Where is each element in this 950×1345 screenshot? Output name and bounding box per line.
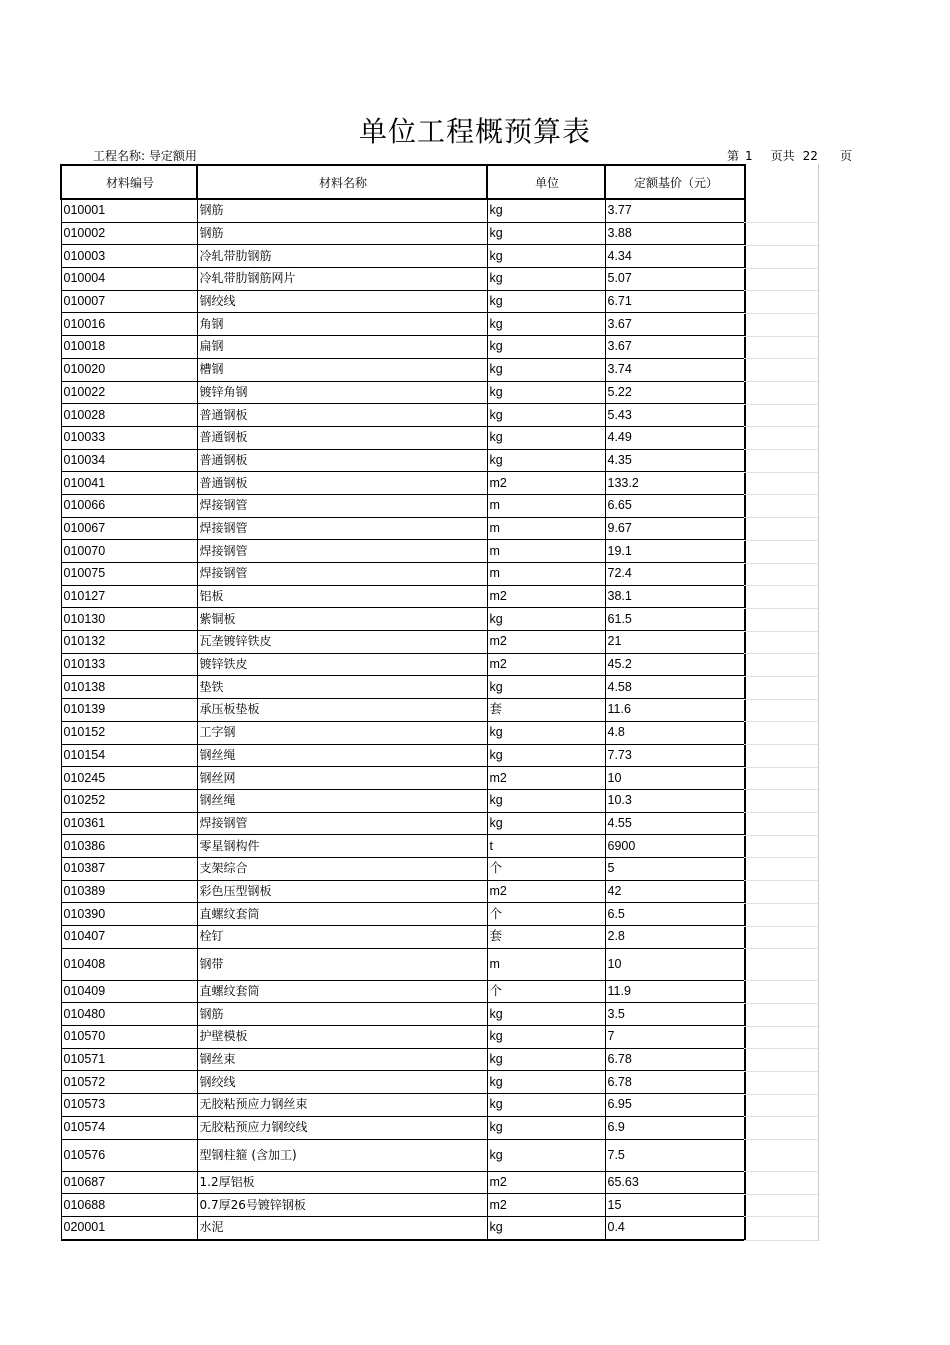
cell-unit: m2 bbox=[487, 1171, 605, 1194]
cell-name: 无胶粘预应力钢丝束 bbox=[197, 1094, 487, 1117]
table-row bbox=[61, 585, 745, 608]
cell-code: 010034 bbox=[61, 449, 197, 472]
cell-code: 010075 bbox=[61, 563, 197, 586]
column-header-name: 材料名称 bbox=[197, 165, 487, 199]
cell-unit: kg bbox=[487, 381, 605, 404]
cell-name: 焊接钢管 bbox=[197, 540, 487, 563]
table-row bbox=[61, 290, 745, 313]
cell-unit: m2 bbox=[487, 631, 605, 654]
cell-code: 010386 bbox=[61, 835, 197, 858]
cell-unit: kg bbox=[487, 1116, 605, 1139]
cell-name: 普通钢板 bbox=[197, 404, 487, 427]
adjacent-gridline bbox=[744, 857, 818, 858]
cell-name: 1.2厚铝板 bbox=[197, 1171, 487, 1194]
table-row bbox=[61, 676, 745, 699]
cell-code: 010003 bbox=[61, 245, 197, 268]
cell-price: 7.5 bbox=[605, 1139, 745, 1171]
column-header-code: 材料编号 bbox=[61, 165, 197, 199]
cell-name: 直螺纹套筒 bbox=[197, 903, 487, 926]
cell-name: 水泥 bbox=[197, 1216, 487, 1239]
adjacent-gridline bbox=[744, 1026, 818, 1027]
adjacent-gridline bbox=[744, 926, 818, 927]
cell-price: 11.6 bbox=[605, 699, 745, 722]
cell-unit: m bbox=[487, 494, 605, 517]
cell-code: 010688 bbox=[61, 1194, 197, 1217]
cell-unit: kg bbox=[487, 1048, 605, 1071]
adjacent-gridline bbox=[744, 744, 818, 745]
table-row bbox=[61, 358, 745, 381]
cell-name: 钢丝网 bbox=[197, 767, 487, 790]
cell-unit: 个 bbox=[487, 980, 605, 1003]
cell-price: 10.3 bbox=[605, 789, 745, 812]
adjacent-gridline bbox=[744, 268, 818, 269]
cell-price: 6.78 bbox=[605, 1048, 745, 1071]
cell-name: 钢筋 bbox=[197, 1003, 487, 1026]
adjacent-gridline bbox=[744, 676, 818, 677]
adjacent-gridline bbox=[744, 290, 818, 291]
cell-name: 焊接钢管 bbox=[197, 517, 487, 540]
table-row bbox=[61, 608, 745, 631]
table-body bbox=[61, 199, 745, 1240]
cell-price: 15 bbox=[605, 1194, 745, 1217]
cell-name: 角钢 bbox=[197, 313, 487, 336]
table-row bbox=[61, 1171, 745, 1194]
cell-code: 010018 bbox=[61, 336, 197, 359]
table-row bbox=[61, 1194, 745, 1217]
column-header-unit: 单位 bbox=[487, 165, 605, 199]
cell-code: 010574 bbox=[61, 1116, 197, 1139]
adjacent-gridline bbox=[744, 1094, 818, 1095]
adjacent-gridline bbox=[744, 404, 818, 405]
adjacent-gridline bbox=[744, 631, 818, 632]
cell-unit: kg bbox=[487, 358, 605, 381]
adjacent-gridline bbox=[744, 812, 818, 813]
adjacent-gridline bbox=[744, 699, 818, 700]
cell-code: 010070 bbox=[61, 540, 197, 563]
cell-name: 紫铜板 bbox=[197, 608, 487, 631]
cell-price: 6.5 bbox=[605, 903, 745, 926]
table-row bbox=[61, 767, 745, 790]
cell-unit: kg bbox=[487, 426, 605, 449]
cell-name: 型钢柱箍 (含加工) bbox=[197, 1139, 487, 1171]
cell-price: 5.22 bbox=[605, 381, 745, 404]
cell-code: 010007 bbox=[61, 290, 197, 313]
cell-price: 7.73 bbox=[605, 744, 745, 767]
cell-code: 010033 bbox=[61, 426, 197, 449]
cell-unit: kg bbox=[487, 290, 605, 313]
cell-name: 0.7厚26号镀锌钢板 bbox=[197, 1194, 487, 1217]
adjacent-gridline bbox=[744, 358, 818, 359]
adjacent-gridline bbox=[744, 426, 818, 427]
table-row bbox=[61, 1026, 745, 1049]
adjacent-gridline bbox=[744, 313, 818, 314]
cell-code: 010154 bbox=[61, 744, 197, 767]
cell-name: 直螺纹套筒 bbox=[197, 980, 487, 1003]
cell-code: 010001 bbox=[61, 199, 197, 222]
cell-price: 42 bbox=[605, 880, 745, 903]
cell-name: 钢绞线 bbox=[197, 290, 487, 313]
adjacent-gridline bbox=[744, 835, 818, 836]
cell-unit: kg bbox=[487, 199, 605, 222]
cell-price: 4.35 bbox=[605, 449, 745, 472]
cell-price: 133.2 bbox=[605, 472, 745, 495]
cell-name: 钢筋 bbox=[197, 222, 487, 245]
cell-price: 4.8 bbox=[605, 721, 745, 744]
table-row bbox=[61, 381, 745, 404]
cell-price: 10 bbox=[605, 767, 745, 790]
cell-unit: m2 bbox=[487, 585, 605, 608]
table-row bbox=[61, 812, 745, 835]
table-row bbox=[61, 313, 745, 336]
page-suffix: 页 bbox=[839, 149, 852, 163]
cell-name: 支架综合 bbox=[197, 857, 487, 880]
cell-code: 010132 bbox=[61, 631, 197, 654]
table-row bbox=[61, 199, 745, 222]
cell-unit: kg bbox=[487, 336, 605, 359]
adjacent-gridline bbox=[744, 789, 818, 790]
cell-code: 010387 bbox=[61, 857, 197, 880]
adjacent-gridline bbox=[744, 381, 818, 382]
cell-code: 010408 bbox=[61, 948, 197, 980]
table-row bbox=[61, 472, 745, 495]
page-title: 单位工程概预算表 bbox=[358, 115, 591, 148]
table-row bbox=[61, 880, 745, 903]
page-indicator bbox=[727, 147, 852, 164]
adjacent-gridline bbox=[744, 585, 818, 586]
adjacent-gridline bbox=[744, 336, 818, 337]
cell-price: 4.34 bbox=[605, 245, 745, 268]
cell-unit: kg bbox=[487, 812, 605, 835]
cell-unit: kg bbox=[487, 676, 605, 699]
cell-price: 3.88 bbox=[605, 222, 745, 245]
adjacent-column-border bbox=[744, 164, 819, 1241]
cell-price: 0.4 bbox=[605, 1216, 745, 1239]
table-row bbox=[61, 857, 745, 880]
cell-price: 6.71 bbox=[605, 290, 745, 313]
cell-name: 钢丝绳 bbox=[197, 744, 487, 767]
cell-code: 010041 bbox=[61, 472, 197, 495]
cell-name: 焊接钢管 bbox=[197, 563, 487, 586]
cell-name: 镀锌铁皮 bbox=[197, 653, 487, 676]
cell-name: 镀锌角钢 bbox=[197, 381, 487, 404]
cell-code: 010572 bbox=[61, 1071, 197, 1094]
cell-unit: m2 bbox=[487, 767, 605, 790]
table-row bbox=[61, 268, 745, 291]
adjacent-gridline bbox=[744, 903, 818, 904]
cell-code: 010067 bbox=[61, 517, 197, 540]
cell-unit: 套 bbox=[487, 699, 605, 722]
cell-price: 6.78 bbox=[605, 1071, 745, 1094]
cell-code: 010066 bbox=[61, 494, 197, 517]
cell-price: 61.5 bbox=[605, 608, 745, 631]
adjacent-gridline bbox=[744, 494, 818, 495]
cell-unit: m2 bbox=[487, 653, 605, 676]
cell-code: 010139 bbox=[61, 699, 197, 722]
cell-price: 4.58 bbox=[605, 676, 745, 699]
table-row bbox=[61, 903, 745, 926]
adjacent-gridline bbox=[744, 1171, 818, 1172]
adjacent-gridline bbox=[744, 880, 818, 881]
adjacent-gridline bbox=[744, 1139, 818, 1140]
table-row bbox=[61, 835, 745, 858]
adjacent-gridline bbox=[744, 767, 818, 768]
cell-code: 010389 bbox=[61, 880, 197, 903]
cell-unit: kg bbox=[487, 1216, 605, 1239]
cell-unit: kg bbox=[487, 789, 605, 812]
table-row bbox=[61, 1139, 745, 1171]
cell-price: 6.65 bbox=[605, 494, 745, 517]
adjacent-gridline bbox=[744, 980, 818, 981]
cell-code: 010127 bbox=[61, 585, 197, 608]
cell-price: 19.1 bbox=[605, 540, 745, 563]
table-row bbox=[61, 563, 745, 586]
table-row bbox=[61, 1003, 745, 1026]
cell-code: 010002 bbox=[61, 222, 197, 245]
cell-code: 010245 bbox=[61, 767, 197, 790]
cell-unit: kg bbox=[487, 313, 605, 336]
cell-price: 3.5 bbox=[605, 1003, 745, 1026]
cell-name: 钢丝绳 bbox=[197, 789, 487, 812]
adjacent-gridline bbox=[744, 245, 818, 246]
cell-name: 钢绞线 bbox=[197, 1071, 487, 1094]
cell-unit: kg bbox=[487, 1071, 605, 1094]
cell-unit: kg bbox=[487, 1003, 605, 1026]
cell-code: 010130 bbox=[61, 608, 197, 631]
cell-code: 010571 bbox=[61, 1048, 197, 1071]
adjacent-gridline bbox=[744, 563, 818, 564]
cell-name: 普通钢板 bbox=[197, 426, 487, 449]
cell-unit: m2 bbox=[487, 880, 605, 903]
adjacent-gridline bbox=[744, 517, 818, 518]
table-row bbox=[61, 1216, 745, 1239]
cell-name: 垫铁 bbox=[197, 676, 487, 699]
project-name: 工程名称: 导定额用 bbox=[93, 149, 197, 163]
cell-name: 彩色压型钢板 bbox=[197, 880, 487, 903]
table-row bbox=[61, 1094, 745, 1117]
cell-name: 钢丝束 bbox=[197, 1048, 487, 1071]
table-row bbox=[61, 653, 745, 676]
cell-name: 普通钢板 bbox=[197, 449, 487, 472]
cell-name: 瓦垄镀锌铁皮 bbox=[197, 631, 487, 654]
table-row bbox=[61, 494, 745, 517]
page-mid-text: 页共 bbox=[770, 149, 795, 163]
table-row bbox=[61, 744, 745, 767]
cell-code: 010152 bbox=[61, 721, 197, 744]
cell-unit: kg bbox=[487, 268, 605, 291]
table-row bbox=[61, 426, 745, 449]
cell-name: 普通钢板 bbox=[197, 472, 487, 495]
cell-price: 3.77 bbox=[605, 199, 745, 222]
cell-code: 010407 bbox=[61, 926, 197, 949]
cell-price: 7 bbox=[605, 1026, 745, 1049]
cell-price: 3.67 bbox=[605, 313, 745, 336]
cell-price: 11.9 bbox=[605, 980, 745, 1003]
table-row bbox=[61, 926, 745, 949]
page-current: 1 bbox=[745, 149, 753, 163]
cell-name: 工字钢 bbox=[197, 721, 487, 744]
cell-price: 3.74 bbox=[605, 358, 745, 381]
table-row bbox=[61, 404, 745, 427]
cell-price: 6900 bbox=[605, 835, 745, 858]
adjacent-gridline bbox=[744, 1240, 818, 1241]
cell-code: 010409 bbox=[61, 980, 197, 1003]
cell-name: 扁钢 bbox=[197, 336, 487, 359]
cell-price: 9.67 bbox=[605, 517, 745, 540]
cell-unit: m2 bbox=[487, 1194, 605, 1217]
cell-price: 65.63 bbox=[605, 1171, 745, 1194]
column-header-price: 定额基价（元） bbox=[605, 165, 745, 199]
cell-price: 21 bbox=[605, 631, 745, 654]
adjacent-gridline bbox=[744, 472, 818, 473]
adjacent-gridline bbox=[744, 1194, 818, 1195]
adjacent-gridline bbox=[744, 1116, 818, 1117]
cell-unit: m bbox=[487, 517, 605, 540]
page-prefix: 第 bbox=[727, 149, 740, 163]
adjacent-gridline bbox=[744, 540, 818, 541]
cell-price: 10 bbox=[605, 948, 745, 980]
cell-price: 5 bbox=[605, 857, 745, 880]
cell-code: 010133 bbox=[61, 653, 197, 676]
cell-unit: kg bbox=[487, 744, 605, 767]
cell-unit: 套 bbox=[487, 926, 605, 949]
cell-unit: kg bbox=[487, 1026, 605, 1049]
table-row bbox=[61, 1116, 745, 1139]
table-row bbox=[61, 1048, 745, 1071]
adjacent-gridline bbox=[744, 948, 818, 949]
cell-code: 010020 bbox=[61, 358, 197, 381]
cell-price: 6.95 bbox=[605, 1094, 745, 1117]
adjacent-gridline bbox=[744, 1003, 818, 1004]
table-row bbox=[61, 222, 745, 245]
table-row bbox=[61, 631, 745, 654]
cell-unit: t bbox=[487, 835, 605, 858]
adjacent-gridline bbox=[744, 608, 818, 609]
adjacent-gridline bbox=[744, 721, 818, 722]
cell-code: 010570 bbox=[61, 1026, 197, 1049]
cell-unit: kg bbox=[487, 222, 605, 245]
cell-unit: kg bbox=[487, 404, 605, 427]
cell-name: 冷轧带肋钢筋网片 bbox=[197, 268, 487, 291]
cell-code: 010687 bbox=[61, 1171, 197, 1194]
cell-unit: 个 bbox=[487, 903, 605, 926]
cell-name: 钢筋 bbox=[197, 199, 487, 222]
cell-code: 010576 bbox=[61, 1139, 197, 1171]
page-total: 22 bbox=[802, 149, 818, 163]
cell-code: 010138 bbox=[61, 676, 197, 699]
cell-price: 2.8 bbox=[605, 926, 745, 949]
adjacent-gridline bbox=[744, 1071, 818, 1072]
table-row bbox=[61, 980, 745, 1003]
cell-unit: m bbox=[487, 540, 605, 563]
table-row bbox=[61, 1071, 745, 1094]
table-row bbox=[61, 948, 745, 980]
cell-unit: m2 bbox=[487, 472, 605, 495]
cell-price: 72.4 bbox=[605, 563, 745, 586]
cell-unit: m bbox=[487, 563, 605, 586]
adjacent-gridline bbox=[744, 1216, 818, 1217]
cell-name: 槽钢 bbox=[197, 358, 487, 381]
cell-name: 栓钉 bbox=[197, 926, 487, 949]
adjacent-gridline bbox=[744, 1048, 818, 1049]
cell-price: 6.9 bbox=[605, 1116, 745, 1139]
cell-price: 4.55 bbox=[605, 812, 745, 835]
cell-name: 无胶粘预应力钢绞线 bbox=[197, 1116, 487, 1139]
cell-code: 010028 bbox=[61, 404, 197, 427]
cell-unit: kg bbox=[487, 449, 605, 472]
cell-code: 010390 bbox=[61, 903, 197, 926]
cell-name: 焊接钢管 bbox=[197, 494, 487, 517]
cell-code: 020001 bbox=[61, 1216, 197, 1239]
adjacent-gridline bbox=[744, 222, 818, 223]
cell-unit: kg bbox=[487, 245, 605, 268]
cell-name: 承压板垫板 bbox=[197, 699, 487, 722]
cell-price: 38.1 bbox=[605, 585, 745, 608]
materials-table bbox=[60, 164, 746, 1241]
cell-name: 冷轧带肋钢筋 bbox=[197, 245, 487, 268]
cell-price: 5.07 bbox=[605, 268, 745, 291]
cell-unit: kg bbox=[487, 721, 605, 744]
cell-unit: m bbox=[487, 948, 605, 980]
table-row bbox=[61, 449, 745, 472]
cell-unit: kg bbox=[487, 1094, 605, 1117]
cell-name: 零星钢构件 bbox=[197, 835, 487, 858]
cell-price: 4.49 bbox=[605, 426, 745, 449]
table-row bbox=[61, 245, 745, 268]
cell-price: 45.2 bbox=[605, 653, 745, 676]
table-row bbox=[61, 517, 745, 540]
cell-code: 010480 bbox=[61, 1003, 197, 1026]
cell-unit: kg bbox=[487, 1139, 605, 1171]
cell-unit: 个 bbox=[487, 857, 605, 880]
adjacent-gridline bbox=[744, 449, 818, 450]
table-header-row bbox=[61, 165, 745, 199]
cell-code: 010252 bbox=[61, 789, 197, 812]
cell-name: 钢带 bbox=[197, 948, 487, 980]
adjacent-gridline bbox=[744, 653, 818, 654]
table-row bbox=[61, 699, 745, 722]
table-row bbox=[61, 789, 745, 812]
cell-code: 010573 bbox=[61, 1094, 197, 1117]
cell-price: 5.43 bbox=[605, 404, 745, 427]
cell-code: 010022 bbox=[61, 381, 197, 404]
cell-price: 3.67 bbox=[605, 336, 745, 359]
cell-name: 焊接钢管 bbox=[197, 812, 487, 835]
table-row bbox=[61, 540, 745, 563]
cell-name: 铝板 bbox=[197, 585, 487, 608]
cell-code: 010361 bbox=[61, 812, 197, 835]
table-row bbox=[61, 336, 745, 359]
cell-name: 护壁模板 bbox=[197, 1026, 487, 1049]
table-row bbox=[61, 721, 745, 744]
cell-code: 010004 bbox=[61, 268, 197, 291]
cell-code: 010016 bbox=[61, 313, 197, 336]
cell-unit: kg bbox=[487, 608, 605, 631]
